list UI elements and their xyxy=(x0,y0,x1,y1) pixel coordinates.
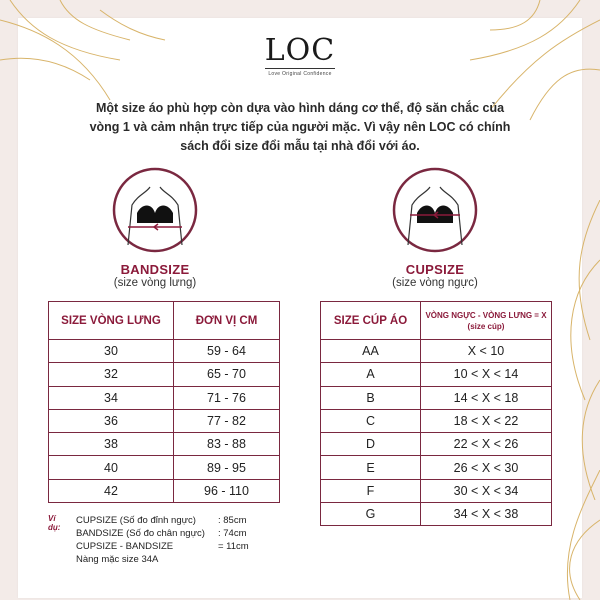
table-row xyxy=(321,433,552,456)
example-line: Nàng mặc size 34A xyxy=(76,554,159,565)
table-cell: 34 < X < 38 xyxy=(421,503,552,526)
table-cell: 77 - 82 xyxy=(174,409,280,432)
table-cell: 71 - 76 xyxy=(174,386,280,409)
table-row xyxy=(49,363,280,386)
table-row xyxy=(321,503,552,526)
table-cell: 36 xyxy=(49,409,174,432)
column-header: VÒNG NGỰC - VÒNG LƯNG = X (size cúp) xyxy=(421,302,552,340)
table-row xyxy=(49,433,280,456)
table-header-row xyxy=(321,302,552,340)
table-cell: F xyxy=(321,479,421,502)
table-cell: 22 < X < 26 xyxy=(421,433,552,456)
table-cell: G xyxy=(321,503,421,526)
table-row xyxy=(321,340,552,363)
table-row xyxy=(49,386,280,409)
table-row xyxy=(321,363,552,386)
bandsize-table xyxy=(48,301,280,503)
bandsize-illustration xyxy=(110,165,200,255)
table-cell: 38 xyxy=(49,433,174,456)
table-row xyxy=(49,479,280,502)
example-value: : 74cm xyxy=(218,528,247,539)
table-cell: 42 xyxy=(49,479,174,502)
table-row xyxy=(49,340,280,363)
table-cell: 18 < X < 22 xyxy=(421,409,552,432)
column-header: ĐƠN VỊ CM xyxy=(174,302,280,340)
table-cell: 96 - 110 xyxy=(174,479,280,502)
table-cell: 14 < X < 18 xyxy=(421,386,552,409)
table-cell: E xyxy=(321,456,421,479)
table-cell: 59 - 64 xyxy=(174,340,280,363)
table-cell: AA xyxy=(321,340,421,363)
logo-mark: LOC xyxy=(264,33,336,68)
example-line: CUPSIZE (Số đo đỉnh ngực) xyxy=(76,515,196,526)
table-row xyxy=(49,456,280,479)
intro-text: Một size áo phù hợp còn dựa vào hình dáng cơ thể, độ săn chắc của vòng 1 và cảm nhận trực tiếp của người mặc. Vì vậy nên LOC có chính sách đổi size đổi mẫu tại nhà đổi với áo. xyxy=(89,101,511,153)
logo-tagline: Love Original Confidence xyxy=(268,71,332,77)
table-row xyxy=(49,409,280,432)
table-cell: 89 - 95 xyxy=(174,456,280,479)
table-cell: 32 xyxy=(49,363,174,386)
table-row xyxy=(321,479,552,502)
column-header: SIZE VÒNG LƯNG xyxy=(49,302,174,340)
table-cell: 10 < X < 14 xyxy=(421,363,552,386)
cupsize-title: CUPSIZE xyxy=(405,262,465,277)
table-row xyxy=(321,456,552,479)
table-header-row xyxy=(49,302,280,340)
table-cell: D xyxy=(321,433,421,456)
table-cell: 30 xyxy=(49,340,174,363)
example-label: Ví dụ: xyxy=(48,514,61,532)
logo-divider xyxy=(265,68,335,69)
table-cell: C xyxy=(321,409,421,432)
table-cell: 34 xyxy=(49,386,174,409)
brand-logo xyxy=(0,33,600,77)
example-line: BANDSIZE (Số đo chân ngực) xyxy=(76,528,205,539)
cupsize-table xyxy=(320,301,552,526)
example-value: : 85cm xyxy=(218,515,247,526)
table-cell: A xyxy=(321,363,421,386)
cupsize-subtitle: (size vòng ngực) xyxy=(392,277,478,289)
table-cell: 40 xyxy=(49,456,174,479)
example-line: CUPSIZE - BANDSIZE xyxy=(76,541,174,552)
table-cell: 30 < X < 34 xyxy=(421,479,552,502)
column-header: SIZE CÚP ÁO xyxy=(321,302,421,340)
table-cell: 65 - 70 xyxy=(174,363,280,386)
bandsize-subtitle: (size vòng lưng) xyxy=(113,277,197,289)
example-value: = 11cm xyxy=(218,541,249,552)
table-cell: B xyxy=(321,386,421,409)
table-row xyxy=(321,409,552,432)
table-cell: X < 10 xyxy=(421,340,552,363)
bandsize-title: BANDSIZE xyxy=(120,262,190,277)
table-cell: 26 < X < 30 xyxy=(421,456,552,479)
table-cell: 83 - 88 xyxy=(174,433,280,456)
cupsize-illustration xyxy=(390,165,480,255)
table-row xyxy=(321,386,552,409)
